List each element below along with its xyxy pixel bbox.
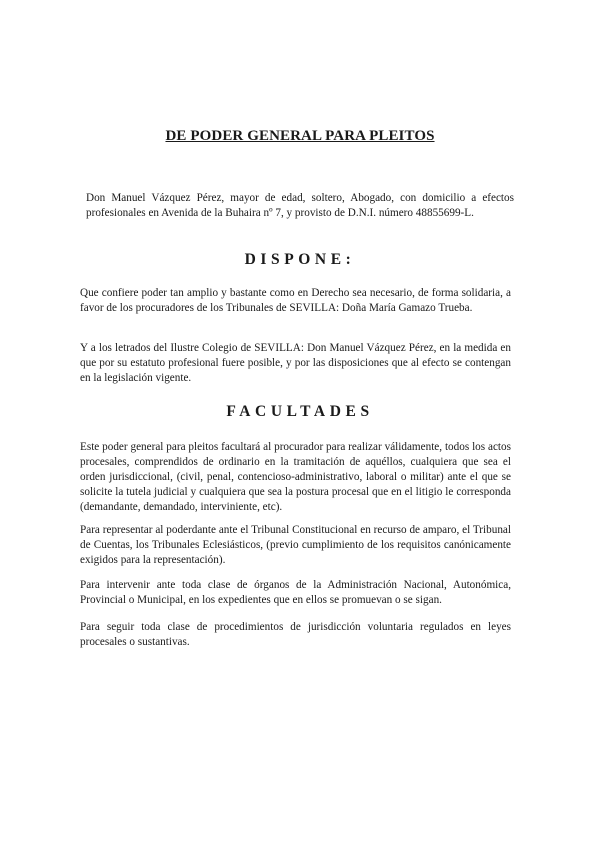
document-title: DE PODER GENERAL PARA PLEITOS bbox=[165, 128, 435, 144]
dispone-paragraph-letrados: Y a los letrados del Ilustre Colegio de SEVILLA: Don Manuel Vázquez Pérez, en la medida en que por su estatuto profesional fuere posible, y por las disposiciones que al efecto se contengan en la legislación vigente. bbox=[80, 342, 511, 384]
heading-dispone: DISPONE: bbox=[244, 251, 356, 268]
facultades-paragraph-general: Este poder general para pleitos facultará al procurador para realizar válidamente, todos los actos procesales, comprendidos de ordinario en la tramitación de aquéllos, cualquiera que sea el orden jurisdiccional, (civil, penal, contencioso-administrativo, laboral o militar) ante el que se solicite la tutela judicial y cualquiera que sea la postura procesal que en el litigio le corresponda (demandante, demandado, interviniente, etc). bbox=[80, 441, 511, 513]
heading-facultades: FACULTADES bbox=[226, 403, 374, 420]
facultades-paragraph-jurisdiccion-voluntaria: Para seguir toda clase de procedimientos de jurisdicción voluntaria regulados en leyes procesales o sustantivas. bbox=[80, 621, 511, 648]
facultades-paragraph-tribunal-constitucional: Para representar al poderdante ante el Tribunal Constitucional en recurso de amparo, el Tribunal de Cuentas, los Tribunales Eclesiásticos, (previo cumplimiento de los requisitos canónicamente exigidos para la representación). bbox=[80, 524, 511, 566]
facultades-paragraph-administracion: Para intervenir ante toda clase de órganos de la Administración Nacional, Autonómica, Provincial o Municipal, en los expedientes que en ellos se promuevan o se sigan. bbox=[80, 579, 511, 606]
intro-paragraph: Don Manuel Vázquez Pérez, mayor de edad, soltero, Abogado, con domicilio a efectos profesionales en Avenida de la Buhaira nº 7, y provisto de D.N.I. número 48855699-L. bbox=[86, 192, 514, 219]
dispone-paragraph-procuradores: Que confiere poder tan amplio y bastante como en Derecho sea necesario, de forma solidaria, a favor de los procuradores de los Tribunales de SEVILLA: Doña María Gamazo Trueba. bbox=[80, 287, 511, 314]
